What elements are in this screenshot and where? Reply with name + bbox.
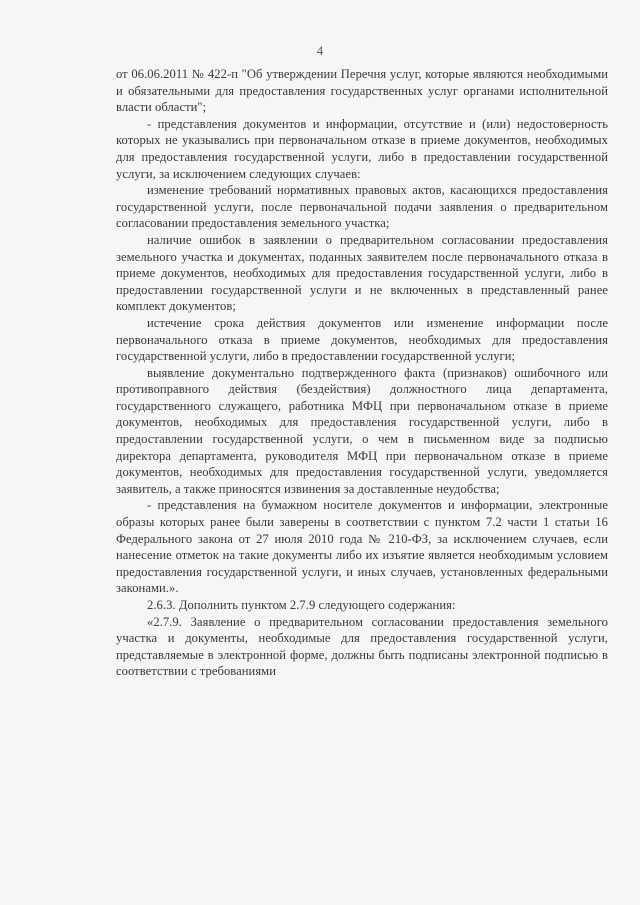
paragraph-document-expiry: истечение срока действия документов или изменение информации после первоначального отказа в приеме документов, необходимых для предоставления государственной услуги, либо в предоставлении государственной услуги; xyxy=(116,315,608,364)
paragraph-erroneous-action: выявление документально подтвержденного факта (признаков) ошибочного или противоправного действия (бездействия) должностного лица департамента, государственного служащего, работника МФЦ при первоначальном отказе в приеме документов, необходимых для предоставления государственной услуги, либо в предоставлении государственной услуги, о чем в письменном виде за подписью директора департамента, руководителя МФЦ при первоначальном отказе в приеме документов, необходимых для предоставления государственной услуги, уведомляется заявитель, а также приносятся извинения за доставленные неудобства; xyxy=(116,365,608,496)
paragraph-errors-in-application: наличие ошибок в заявлении о предварительном согласовании предоставления земельного участка и документах, поданных заявителем после первоначального отказа в приеме документов, необходимых для предоставления государственной услуги, либо в предоставлении государственной услуги и не включенных в представленный ранее комплект документов; xyxy=(116,232,608,314)
page-number: 4 xyxy=(316,43,324,58)
paragraph-paper-documents: - представления на бумажном носителе документов и информации, электронные образы которых ранее были заверены в соответствии с пунктом 7.2 части 1 статьи 16 Федерального закона от 27 июля 2010 года № 210-ФЗ, за исключением случаев, если нанесение отметок на такие документы либо их изъятие является необходимым условием предоставления государственной услуги, и иных случаев, установленных федеральными законами.». xyxy=(116,498,608,596)
paragraph-requirements-change: изменение требований нормативных правовых актов, касающихся предоставления государственной услуги, после первоначальной подачи заявления о предварительном согласовании предоставления земельного участка; xyxy=(116,183,608,231)
document-body xyxy=(116,66,608,680)
paragraph-clause-2-7-9: «2.7.9. Заявление о предварительном согласовании предоставления земельного участка и документы, необходимые для предоставления государственной услуги, представляемые в электронной форме, должны быть подписаны электронной подписью в соответствии с требованиями xyxy=(116,614,608,679)
paragraph-decree-reference: от 06.06.2011 № 422-п "Об утверждении Перечня услуг, которые являются необходимыми и обязательными для предоставления государственных услуг органами исполнительной власти области"; xyxy=(116,67,608,115)
paragraph-add-clause: 2.6.3. Дополнить пунктом 2.7.9 следующего содержания: xyxy=(147,598,456,612)
paragraph-documents-not-specified: - представления документов и информации, отсутствие и (или) недостоверность которых не указывались при первоначальном отказе в приеме документов, необходимых для предоставления государственной услуги, либо в предоставлении государственной услуги, за исключением следующих случаев: xyxy=(116,116,608,181)
